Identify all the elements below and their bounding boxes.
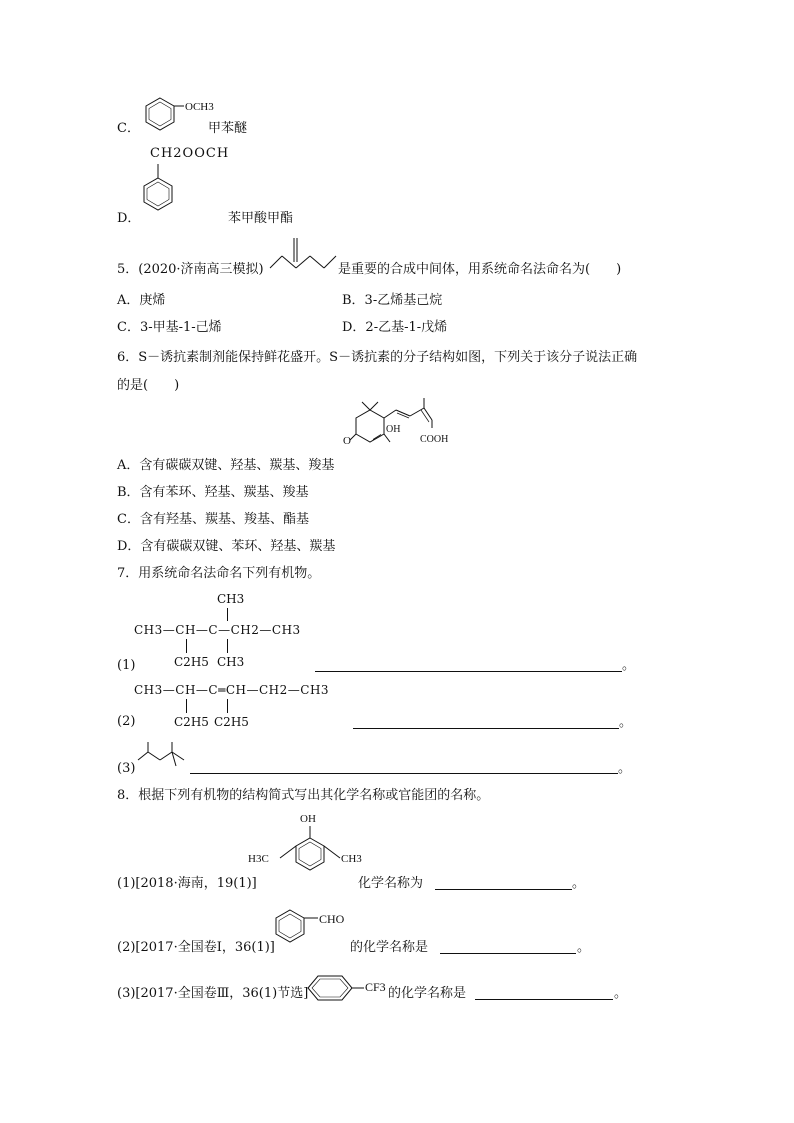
q8-p2-text: 的化学名称是 [350,940,429,955]
q7-s2-bond-down1 [186,699,187,713]
q7-s1-bond-down1 [186,639,187,653]
q7-s1-bond-up [227,608,228,621]
q6-option-d: D．含有碳碳双键、苯环、羟基、羰基 [117,539,336,554]
answer-blank-7-2[interactable] [353,728,619,729]
methoxy-group: OCH3 [185,101,214,113]
p1-oh: OH [300,813,316,825]
q5-suffix: 是重要的合成中间体，用系统命名法命名为( ) [338,262,622,277]
q7-s2-main: CH3—CH—C═CH—CH2—CH3 [134,683,330,697]
q7-title: 7．用系统命名法命名下列有机物。 [117,566,321,581]
q8-p1-text: 化学名称为 [358,876,424,891]
q7-label-1: (1) [117,658,136,673]
q5-option-d: D．2-乙基-1-戊烯 [342,320,448,335]
option-d-name: 苯甲酸甲酯 [228,211,294,226]
answer-blank-8-2[interactable] [440,953,576,954]
q7-end-3: 。 [618,761,632,776]
answer-blank-7-1[interactable] [315,671,622,672]
q7-end-1: 。 [622,658,636,673]
hydroxyl-label: OH [386,424,401,435]
q7-s1-top: CH3 [217,592,245,606]
benzaldehyde-structure [270,904,360,960]
answer-blank-7-3[interactable] [190,773,618,774]
q8-title: 8．根据下列有机物的结构简式写出其化学名称或官能团的名称。 [117,788,490,803]
carboxyl-label: COOH [420,434,449,445]
abscisic-acid-structure [340,396,460,452]
q6-option-b: B．含有苯环、羟基、羰基、羧基 [117,485,309,500]
p2-cho: CHO [319,912,345,926]
q5-prefix: 5．(2020·济南高三模拟) [117,262,264,277]
q7-s1-sub2: CH3 [217,655,245,669]
benzyl-formate-structure [138,162,182,222]
q5-option-c: C．3-甲基-1-己烯 [117,320,222,335]
q7-s2-sub1: C2H5 [174,715,209,729]
q6-option-c: C．含有羟基、羰基、羧基、酯基 [117,512,309,527]
q7-end-2: 。 [619,715,633,730]
option-c-name: 甲苯醚 [208,121,248,136]
answer-blank-8-1[interactable] [435,889,572,890]
q6-line2: 的是( ) [117,378,180,393]
q7-s2-sub2: C2H5 [214,715,249,729]
q6-line1: 6．S－诱抗素制剂能保持鲜花盛开。S－诱抗素的分子结构如图，下列关于该分子说法正确 [117,350,638,365]
q8-p3-label: (3)[2017·全国卷Ⅲ，36(1)节选] [117,986,309,1001]
option-d-label: D． [117,211,141,226]
q7-label-3: (3) [117,761,136,776]
q6-option-a: A．含有碳碳双键、羟基、羰基、羧基 [117,458,335,473]
p3-cf3: CF3 [365,980,386,994]
q7-s1-bond-down2 [227,639,228,653]
trifluorotoluene-structure [304,972,390,1008]
q7-label-2: (2) [117,714,136,729]
q5-option-b: B．3-乙烯基己烷 [342,293,443,308]
option-c-label: C． [117,121,140,136]
q8-end-2: 。 [577,940,591,955]
q8-p2-label: (2)[2017·全国卷Ⅰ，36(1)] [117,940,275,955]
keto-oxygen: O [343,435,351,447]
answer-blank-8-3[interactable] [475,999,613,1000]
q8-end-1: 。 [572,876,586,891]
d-side-chain: CH2OOCH [150,146,230,161]
q8-p1-label: (1)[2018·海南，19(1)] [117,876,257,891]
q7-s3-skeletal-structure [136,740,192,774]
q5-option-a: A．庚烯 [117,293,166,308]
q8-end-3: 。 [614,986,628,1001]
q8-p3-text: 的化学名称是 [388,986,467,1001]
alkene-skeletal-structure [268,236,338,272]
q7-s1-sub1: C2H5 [174,655,209,669]
q7-s2-bond-down2 [227,699,228,713]
p1-right: CH3 [341,853,362,865]
p1-left: H3C [248,853,269,865]
q7-s1-main: CH3—CH—C—CH2—CH3 [134,623,301,637]
dimethylphenol-structure [244,808,374,888]
